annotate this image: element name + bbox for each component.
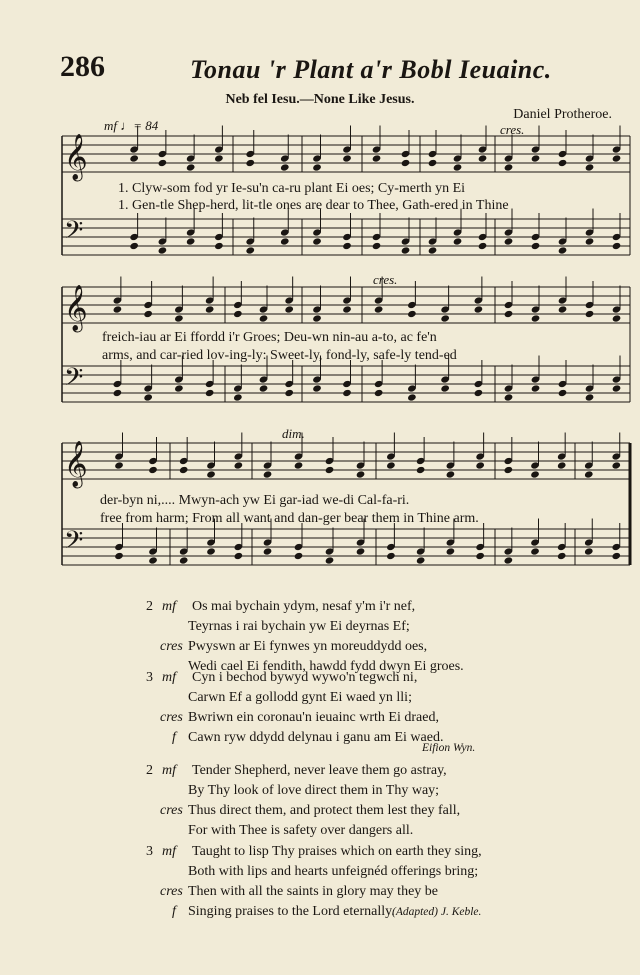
note-head (374, 305, 384, 313)
note-head (245, 159, 255, 167)
note-head (531, 154, 541, 162)
note-head (280, 163, 290, 171)
note-head (114, 461, 124, 469)
note-head (531, 242, 541, 250)
note-head (312, 384, 322, 392)
note-head (585, 310, 595, 318)
note-head (612, 384, 622, 392)
note-head (386, 552, 396, 560)
note-head (558, 389, 568, 397)
verse-number: 2 (146, 599, 153, 614)
note-head (263, 470, 273, 478)
note-head (558, 305, 568, 313)
note-head (342, 242, 352, 250)
note-head (612, 154, 622, 162)
note-head (585, 393, 595, 401)
note-head (478, 242, 488, 250)
lyric-welsh-system-2: freich-iau ar Ei ffordd i'r Groes; Deu-wn nin-au a-to, ac fe'n (102, 330, 437, 345)
note-head (474, 389, 484, 397)
note-head (342, 389, 352, 397)
note-head (584, 470, 594, 478)
note-head (294, 552, 304, 560)
tempo-marking: mf ♩= 84 (104, 118, 159, 133)
verse-number: 2 (146, 763, 153, 778)
note-head (206, 547, 216, 555)
verse-attribution: (Adapted) J. Keble. (392, 906, 482, 918)
note-head (416, 466, 426, 474)
verse-line: f Cawn ryw ddydd delynau i ganu am Ei waed. (172, 730, 444, 745)
note-head (174, 314, 184, 322)
note-head (233, 310, 243, 318)
note-head (504, 310, 514, 318)
note-head (129, 154, 139, 162)
note-head (446, 470, 456, 478)
note-head (584, 547, 594, 555)
note-head (174, 384, 184, 392)
page-number: 286 (60, 50, 105, 83)
verse-number: 3 (146, 844, 153, 859)
verse-line: Teyrnas i rai bychain yw Ei deyrnas Ef; (188, 619, 410, 634)
note-head (143, 310, 153, 318)
note-head (325, 556, 335, 564)
verse-line: cres Pwyswn ar Ei fynwes yn moreuddydd oes, (160, 639, 428, 654)
note-head (407, 310, 417, 318)
note-head (474, 305, 484, 313)
note-head (504, 237, 514, 245)
treble-clef: 𝄞 (64, 441, 88, 487)
note-head (475, 552, 485, 560)
note-head (259, 384, 269, 392)
note-head (214, 242, 224, 250)
note-head (245, 246, 255, 254)
verse-number: 3 (146, 670, 153, 685)
note-head (558, 246, 568, 254)
bass-clef: 𝄢 (64, 216, 84, 251)
note-head (158, 246, 168, 254)
verse-line: Wedi cael Ei fendith, hawdd fydd dwyn Ei groes. (188, 659, 464, 674)
note-head (234, 461, 244, 469)
note-head (585, 237, 595, 245)
note-head (294, 461, 304, 469)
hymn-title: Tonau 'r Plant a'r Bobl Ieuainc. (190, 55, 552, 84)
verse-line: mf Os mai bychain ydym, nesaf y'm i'r nef, (162, 599, 416, 614)
note-head (179, 556, 189, 564)
verse-line: mf Cyn i bechod bywyd wywo'n tegwch ni, (162, 670, 418, 685)
cres-marking-2: cres. (373, 272, 398, 287)
composer: Daniel Protheroe. (513, 107, 612, 122)
lyric-english-system-2: arms, and car-ried lov-ing-ly: Sweet-ly, fond-ly, safe-ly tend-ed (102, 348, 457, 363)
lyric-english-system-1: 1. Gen-tle Shep-herd, lit-tle ones are dear to Thee, Gath-ered in Thine (118, 198, 509, 213)
note-head (611, 461, 621, 469)
note-head (280, 237, 290, 245)
note-head (440, 384, 450, 392)
note-head (428, 246, 438, 254)
treble-clef: 𝄞 (64, 134, 88, 180)
note-head (504, 393, 514, 401)
verse-line: cres Then with all the saints in glory may they be (160, 884, 439, 899)
note-head (179, 466, 189, 474)
note-head (206, 470, 216, 478)
note-head (263, 547, 273, 555)
note-head (148, 556, 158, 564)
note-head (558, 159, 568, 167)
note-head (205, 305, 215, 313)
note-head (504, 466, 514, 474)
note-head (386, 461, 396, 469)
note-head (453, 237, 463, 245)
note-head (478, 154, 488, 162)
verse-line: cres Bwriwn ein coronau'n ieuainc wrth Ei draed, (160, 710, 439, 725)
note-head (312, 163, 322, 171)
note-head (143, 393, 153, 401)
dim-marking: dim. (282, 426, 305, 441)
tune-title: Neb fel Iesu.—None Like Jesus. (225, 92, 415, 107)
note-head (612, 314, 622, 322)
note-head (531, 384, 541, 392)
verse-line: For with Thee is safety over dangers all. (188, 823, 414, 838)
note-head (234, 552, 244, 560)
verse-line: By Thy look of love direct them in Thy way; (188, 783, 440, 798)
note-head (611, 552, 621, 560)
note-head (407, 393, 417, 401)
note-head (113, 389, 123, 397)
note-head (312, 314, 322, 322)
note-head (475, 461, 485, 469)
note-head (259, 314, 269, 322)
note-head (531, 314, 541, 322)
verse-line: Both with lips and hearts unfeignéd offerings bring; (188, 864, 479, 879)
lyric-english-system-3: free from harm; From all want and dan-ger bear them in Thine arm. (100, 511, 479, 526)
note-head (186, 237, 196, 245)
note-head (374, 389, 384, 397)
note-head (453, 163, 463, 171)
note-head (557, 552, 567, 560)
note-head (401, 159, 411, 167)
note-head (530, 547, 540, 555)
note-head (214, 154, 224, 162)
note-head (428, 159, 438, 167)
note-head (186, 163, 196, 171)
verse-line: mf Tender Shepherd, never leave them go astray, (162, 763, 447, 778)
note-head (446, 547, 456, 555)
note-head (158, 159, 168, 167)
verse-line: Carwn Ef a gollodd gynt Ei waed yn lli; (188, 690, 412, 705)
lyric-welsh-system-1: 1. Clyw-som fod yr Ie-su'n ca-ru plant Ei oes; Cy-merth yn Ei (118, 181, 466, 196)
note-head (114, 552, 124, 560)
verse-attribution: Eifion Wyn. (422, 742, 476, 754)
note-head (284, 389, 294, 397)
note-head (284, 305, 294, 313)
cres-marking-1: cres. (500, 122, 525, 137)
note-head (342, 154, 352, 162)
lyric-welsh-system-3: der-byn ni,.... Mwyn-ach yw Ei gar-iad we-di Cal-fa-ri. (100, 493, 410, 508)
note-head (342, 305, 352, 313)
bass-clef: 𝄢 (64, 526, 84, 561)
note-head (530, 470, 540, 478)
note-head (312, 237, 322, 245)
treble-clef: 𝄞 (64, 285, 88, 331)
note-head (356, 547, 366, 555)
verse-line: mf Taught to lisp Thy praises which on earth they sing, (162, 844, 482, 859)
note-head (440, 314, 450, 322)
note-head (233, 393, 243, 401)
note-head (356, 470, 366, 478)
bass-clef: 𝄢 (64, 363, 84, 398)
note-head (129, 242, 139, 250)
note-head (612, 242, 622, 250)
verse-line: f Singing praises to the Lord eternally. (172, 904, 395, 919)
note-head (416, 556, 426, 564)
note-head (372, 154, 382, 162)
note-head (504, 163, 514, 171)
note-head (205, 389, 215, 397)
note-head (504, 556, 514, 564)
verse-line: cres Thus direct them, and protect them lest they fall, (160, 803, 461, 818)
note-head (148, 466, 158, 474)
note-head (113, 305, 123, 313)
note-head (401, 246, 411, 254)
note-head (325, 466, 335, 474)
note-head (557, 461, 567, 469)
note-head (585, 163, 595, 171)
note-head (372, 242, 382, 250)
